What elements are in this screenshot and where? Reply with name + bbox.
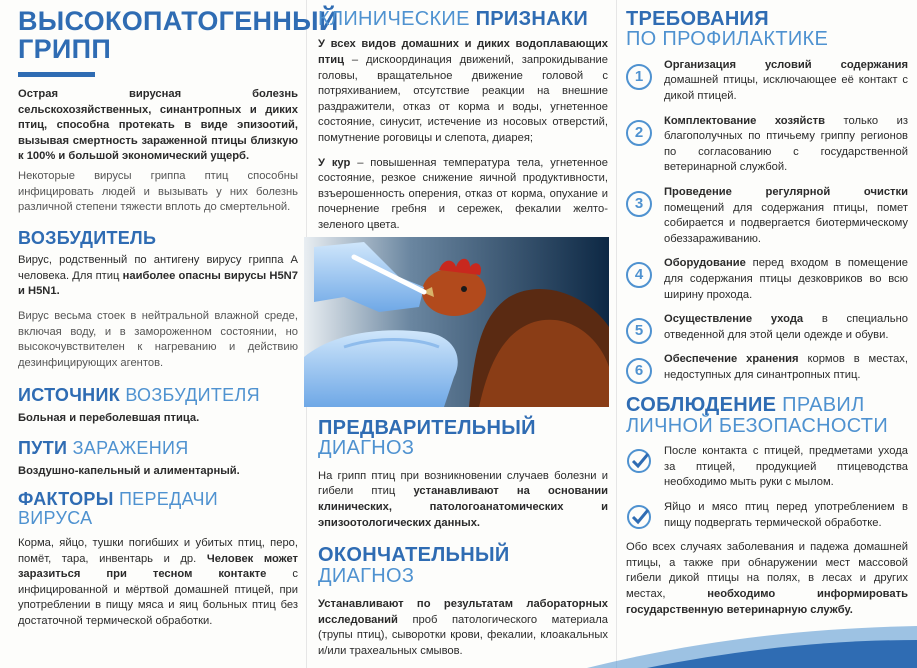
- routes-heading: ПУТИ ЗАРАЖЕНИЯ: [18, 438, 189, 459]
- safety-text: Яйцо и мясо птиц перед употреблением в пищу подвергать термической обработке.: [664, 501, 908, 529]
- prelim-paragraph: На грипп птиц при возникновении случаев болезни и гибели птиц устанавливают на основании клинических, патологоанатомических и эпизоотологических данных.: [318, 469, 608, 529]
- requirement-item: [626, 185, 908, 247]
- number-badge: 6: [626, 358, 652, 384]
- checkmark-icon: [626, 504, 652, 530]
- diagnosis-block: [318, 418, 608, 659]
- main-title: ВЫСОКОПАТОГЕННЫЙ ГРИПП: [18, 6, 339, 64]
- source-text: Больная и переболевшая птица.: [18, 411, 200, 424]
- safety-item: [626, 500, 908, 531]
- agent-section: [18, 229, 298, 372]
- safety-heading: СОБЛЮДЕНИЕ ПРАВИЛ ЛИЧНОЙ БЕЗОПАСНОСТИ: [626, 394, 888, 437]
- title-underline: [18, 72, 95, 77]
- decorative-wave: [587, 618, 917, 668]
- column-middle: [318, 0, 608, 234]
- factors-paragraph: Корма, яйцо, тушки погибших и убитых птиц, перо, помёт, тара, инвентарь и др. Человек может заразиться при тесном контакте с инфицированной и мёртвой домашней птицей, при употреблении в пищу мяса и яиц больных птиц без достаточной термической обработки.: [18, 536, 298, 627]
- column-left: [18, 0, 339, 630]
- requirement-item: [626, 256, 908, 303]
- number-badge: 1: [626, 64, 652, 90]
- requirements-heading: ТРЕБОВАНИЯ ПО ПРОФИЛАКТИКЕ: [626, 8, 829, 51]
- factors-heading: ФАКТОРЫ ПЕРЕДАЧИ ВИРУСА: [18, 489, 219, 528]
- photo-chicken-swab: [304, 237, 609, 407]
- factors-section: [18, 490, 298, 629]
- routes-section: [18, 439, 298, 479]
- number-badge: 2: [626, 120, 652, 146]
- fold-line: [616, 0, 617, 668]
- requirement-text: Оборудование перед входом в помещение для содержания птицы дезковриков во всю ширину прохода.: [664, 257, 908, 301]
- agent-heading: ВОЗБУДИТЕЛЬ: [18, 227, 157, 248]
- final-heading: ОКОНЧАТЕЛЬНЫЙ ДИАГНОЗ: [318, 544, 510, 587]
- requirement-text: Осуществление ухода в специально отведенной для этой цели одежде и обуви.: [664, 313, 908, 341]
- signs-heading: КЛИНИЧЕСКИЕ ПРИЗНАКИ: [318, 8, 589, 30]
- signs-paragraph-1: У всех видов домашних и диких водоплавающих птиц – дискоординация движений, запрокидывание головы, вращательное движение головой с потряхиванием, отсутствие реакции на внешние раздражители, отказ от корма и воды, угнетенное состояние, синусит, истечение из носовых отверстий, помутнение роговицы и слепота, диарея;: [318, 38, 608, 144]
- agent-paragraph-1: Вирус, родственный по антигену вирусу гриппа А человека. Для птиц наиболее опасны вирусы H5N7 и H5N1.: [18, 254, 298, 298]
- checkmark-icon: [626, 448, 652, 474]
- final-notice: Обо всех случаях заболевания и падежа домашней птицы, а также при обнаружении мест массовой гибели дикой птицы на полях, в лесах и других местах, необходимо информировать государственную ветеринарную службу.: [626, 541, 908, 616]
- prelim-heading: ПРЕДВАРИТЕЛЬНЫЙ ДИАГНОЗ: [318, 417, 536, 460]
- requirement-item: [626, 114, 908, 176]
- routes-text: Воздушно-капельный и алиментарный.: [18, 464, 240, 477]
- number-badge: 4: [626, 262, 652, 288]
- intro-bold-paragraph: Острая вирусная болезнь сельскохозяйственных, синантропных и диких птиц, способна протекать в виде эпизоотий, вызывая смертность зараженной птицы близкую к 100% и большой экономический ущерб.: [18, 88, 298, 163]
- column-right: [626, 0, 908, 618]
- source-heading: ИСТОЧНИК ВОЗБУДИТЕЛЯ: [18, 385, 260, 406]
- safety-item: [626, 444, 908, 491]
- requirement-text: Комплектование хозяйств только из благополучных по птичьему гриппу регионов по согласованию с государственной ветеринарной службой.: [664, 114, 908, 174]
- number-badge: 5: [626, 318, 652, 344]
- intro-paragraph: Некоторые вирусы гриппа птиц способны инфицировать людей и вызывать у них болезнь различной степени тяжести вплоть до смертельной.: [18, 170, 298, 214]
- requirement-item: [626, 312, 908, 343]
- source-section: [18, 386, 298, 426]
- requirement-text: Проведение регулярной очистки помещений для содержания птицы, помет собирается и подвергается биотермическому обеззараживанию.: [664, 185, 908, 245]
- requirement-item: [626, 352, 908, 383]
- signs-paragraph-2: У кур – повышенная температура тела, угнетенное состояние, резкое снижение яичной продуктивности, взъерошенность оперения, отказ от корма, опухание и почернение гребня и сережек, фекалии желто-зеленого цвета.: [318, 156, 609, 231]
- agent-paragraph-2: Вирус весьма стоек в нейтральной влажной среде, включая воду, и в замороженном состоянии, но высокочувствителен к нагреванию и действию дезинфицирующих агентов.: [18, 309, 298, 369]
- requirement-text: Обеспечение хранения кормов в местах, недоступных для синантропных птиц.: [664, 353, 908, 381]
- final-paragraph: Устанавливают по результатам лабораторных исследований проб патологического материала (трупы птиц), сыворотки крови, фекалии, клоакальных и/или трахеальных смывов.: [318, 597, 608, 657]
- number-badge: 3: [626, 191, 652, 217]
- safety-text: После контакта с птицей, предметами ухода за птицей, продукцией птицеводства необходимо мыть руки с мылом.: [664, 445, 908, 489]
- requirement-text: Организация условий содержания домашней птицы, исключающее её контакт с дикой птицей.: [664, 58, 908, 102]
- requirement-item: [626, 58, 908, 105]
